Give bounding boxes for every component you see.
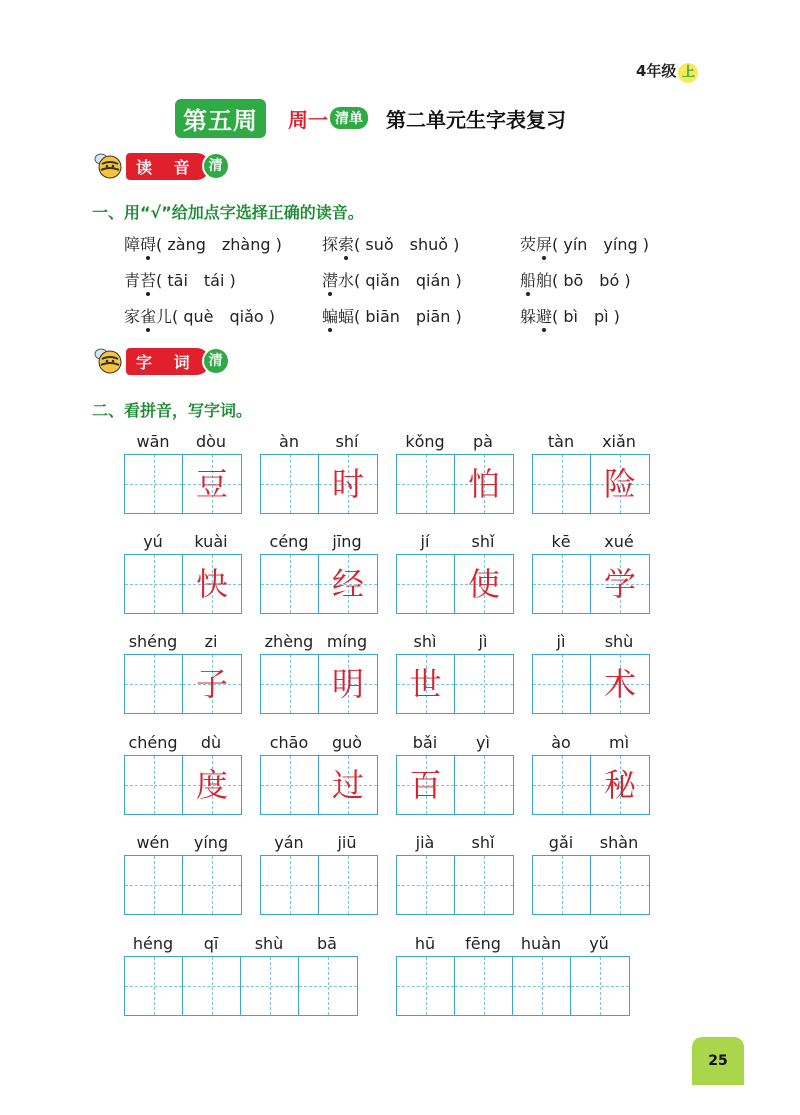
writing-cell[interactable] xyxy=(183,555,241,613)
given-character: 百 xyxy=(409,766,442,804)
writing-cell[interactable] xyxy=(455,455,513,513)
reading-item[interactable] xyxy=(124,268,322,304)
writing-grid xyxy=(532,554,650,614)
given-character: 术 xyxy=(603,665,636,703)
pinyin-row xyxy=(124,733,240,755)
pinyin-syllable: bā xyxy=(317,934,337,953)
pinyin-syllable: wén xyxy=(136,833,170,852)
given-character: 豆 xyxy=(195,465,228,503)
writing-cell[interactable] xyxy=(455,555,513,613)
reading-item[interactable] xyxy=(322,304,520,340)
writing-grid xyxy=(124,956,358,1016)
writing-cell[interactable] xyxy=(261,455,319,513)
pinyin-syllable: céng xyxy=(269,532,309,551)
writing-cell[interactable] xyxy=(397,957,455,1015)
reading-item[interactable] xyxy=(124,232,322,268)
pinyin-syllable: shéng xyxy=(128,632,178,651)
dotted-character: 苔 xyxy=(140,271,157,290)
pinyin-options: 儿( què qiǎo ) xyxy=(156,307,276,326)
word-prefix: 躲 xyxy=(520,307,537,326)
pinyin-syllable: bǎi xyxy=(412,733,438,752)
pinyin-syllable: shǐ xyxy=(471,833,495,852)
word-prefix: 荧 xyxy=(520,235,537,254)
writing-grid xyxy=(260,855,378,915)
writing-grid xyxy=(124,454,242,514)
writing-grid xyxy=(532,855,650,915)
writing-grid xyxy=(396,956,630,1016)
pinyin-syllable: huàn xyxy=(520,934,562,953)
writing-cell[interactable] xyxy=(319,555,377,613)
pinyin-syllable: yì xyxy=(476,733,490,752)
writing-grid xyxy=(532,454,650,514)
writing-cell[interactable] xyxy=(533,856,591,914)
given-character: 学 xyxy=(603,565,636,603)
dotted-character: 索 xyxy=(338,235,355,254)
writing-cell[interactable] xyxy=(183,655,241,713)
word-prefix: 家 xyxy=(124,307,141,326)
bee-icon xyxy=(92,150,124,182)
page-title: 第二单元生字表复习 xyxy=(386,107,566,132)
pinyin-syllable: xué xyxy=(604,532,634,551)
writing-cell[interactable] xyxy=(455,957,513,1015)
writing-grid xyxy=(124,554,242,614)
given-character: 经 xyxy=(331,565,364,603)
writing-grid xyxy=(260,654,378,714)
writing-cell[interactable] xyxy=(397,856,455,914)
dotted-character: 碍 xyxy=(140,235,157,254)
pinyin-syllable: yú xyxy=(143,532,163,551)
pinyin-syllable: guò xyxy=(331,733,363,752)
pinyin-options: ( tāi tái ) xyxy=(156,271,236,290)
reading-row xyxy=(124,304,724,340)
pinyin-row xyxy=(532,833,648,855)
pinyin-syllable: shù xyxy=(254,934,284,953)
given-character: 怕 xyxy=(467,465,500,503)
writing-cell[interactable] xyxy=(261,856,319,914)
pinyin-row xyxy=(260,632,376,654)
pinyin-options: ( yín yíng ) xyxy=(552,235,649,254)
writing-cell[interactable] xyxy=(591,555,649,613)
writing-cell[interactable] xyxy=(299,957,357,1015)
writing-grid xyxy=(532,654,650,714)
pinyin-row xyxy=(124,432,240,454)
section-tag-words xyxy=(92,345,230,377)
writing-cell[interactable] xyxy=(533,655,591,713)
pinyin-syllable: dù xyxy=(200,733,222,752)
pinyin-row xyxy=(396,934,628,956)
pinyin-syllable: jì xyxy=(478,632,488,651)
writing-grid xyxy=(124,755,242,815)
writing-cell[interactable] xyxy=(571,957,629,1015)
dotted-character: 船 xyxy=(520,271,537,290)
pinyin-row xyxy=(260,733,376,755)
pinyin-syllable: jì xyxy=(556,632,566,651)
pinyin-options: ( zàng zhàng ) xyxy=(156,235,282,254)
grade-label xyxy=(636,60,698,83)
section-tag-reading xyxy=(92,150,230,182)
writing-cell[interactable] xyxy=(125,655,183,713)
pinyin-syllable: jīng xyxy=(332,532,362,551)
pinyin-row xyxy=(532,532,648,554)
writing-grid xyxy=(532,755,650,815)
writing-cell[interactable] xyxy=(125,957,183,1015)
pinyin-syllable: shàn xyxy=(599,833,639,852)
writing-grid xyxy=(396,654,514,714)
pinyin-row xyxy=(396,432,512,454)
pinyin-syllable: shǐ xyxy=(471,532,495,551)
writing-cell[interactable] xyxy=(261,655,319,713)
pinyin-row xyxy=(532,432,648,454)
writing-cell[interactable] xyxy=(455,756,513,814)
grade-term-badge: 上 xyxy=(678,63,698,83)
writing-cell[interactable] xyxy=(183,856,241,914)
writing-cell[interactable] xyxy=(183,756,241,814)
reading-row xyxy=(124,268,724,304)
instruction-reading: 一、用“√”给加点字选择正确的读音。 xyxy=(92,203,364,222)
writing-cell[interactable] xyxy=(455,856,513,914)
given-character: 使 xyxy=(467,565,500,603)
pinyin-syllable: gǎi xyxy=(548,833,574,852)
pinyin-row xyxy=(260,833,376,855)
pinyin-options: 蝠( biān piān ) xyxy=(338,307,462,326)
writing-cell[interactable] xyxy=(533,756,591,814)
word-prefix: 障 xyxy=(124,235,141,254)
section-tag-badge: 清 xyxy=(202,152,230,180)
page-header xyxy=(175,98,566,138)
reading-item[interactable] xyxy=(520,304,718,340)
pinyin-syllable: jiū xyxy=(337,833,357,852)
pinyin-syllable: wān xyxy=(136,432,170,451)
given-character: 险 xyxy=(603,465,636,503)
pinyin-syllable: chéng xyxy=(128,733,178,752)
pinyin-syllable: ào xyxy=(551,733,571,752)
writing-cell[interactable] xyxy=(591,856,649,914)
pinyin-syllable: shù xyxy=(604,632,634,651)
instruction-words: 二、看拼音，写字词。 xyxy=(92,401,253,420)
pinyin-syllable: mì xyxy=(608,733,630,752)
dotted-character: 避 xyxy=(536,307,553,326)
writing-cell[interactable] xyxy=(261,555,319,613)
writing-cell[interactable] xyxy=(319,655,377,713)
writing-grid xyxy=(124,855,242,915)
section-tag-label: 读 音 xyxy=(126,153,210,180)
writing-cell[interactable] xyxy=(397,655,455,713)
pinyin-syllable: zi xyxy=(204,632,218,651)
pinyin-syllable: míng xyxy=(326,632,368,651)
reading-item[interactable] xyxy=(520,232,718,268)
given-character: 度 xyxy=(195,766,228,804)
writing-grid xyxy=(396,454,514,514)
pinyin-syllable: pà xyxy=(473,432,493,451)
writing-cell[interactable] xyxy=(241,957,299,1015)
writing-grid xyxy=(396,554,514,614)
word-prefix: 探 xyxy=(322,235,339,254)
dotted-character: 屏 xyxy=(536,235,553,254)
writing-cell[interactable] xyxy=(533,455,591,513)
pinyin-row xyxy=(396,733,512,755)
pinyin-syllable: héng xyxy=(132,934,174,953)
pinyin-options: ( suǒ shuǒ ) xyxy=(354,235,460,254)
given-character: 明 xyxy=(331,665,364,703)
pinyin-options: ( bì pì ) xyxy=(552,307,620,326)
writing-cell[interactable] xyxy=(261,756,319,814)
pinyin-syllable: dòu xyxy=(195,432,227,451)
pinyin-syllable: jià xyxy=(415,833,435,852)
section-tag-label: 字 词 xyxy=(126,348,210,375)
writing-cell[interactable] xyxy=(533,555,591,613)
pinyin-syllable: fēng xyxy=(465,934,501,953)
bee-icon xyxy=(92,345,124,377)
pinyin-syllable: shì xyxy=(413,632,437,651)
pinyin-syllable: qī xyxy=(203,934,219,953)
pinyin-options: 水( qiǎn qián ) xyxy=(338,271,462,290)
writing-cell[interactable] xyxy=(455,655,513,713)
writing-cell[interactable] xyxy=(591,455,649,513)
pinyin-row xyxy=(396,632,512,654)
pinyin-syllable: jí xyxy=(420,532,430,551)
pinyin-row xyxy=(124,934,356,956)
pinyin-syllable: zhèng xyxy=(264,632,314,651)
given-character: 过 xyxy=(331,766,364,804)
pinyin-syllable: xiǎn xyxy=(602,432,636,451)
pinyin-row xyxy=(124,532,240,554)
writing-cell[interactable] xyxy=(591,655,649,713)
writing-grid xyxy=(124,654,242,714)
writing-cell[interactable] xyxy=(125,756,183,814)
pinyin-syllable: yán xyxy=(274,833,304,852)
writing-cell[interactable] xyxy=(397,455,455,513)
given-character: 快 xyxy=(195,565,228,603)
pinyin-syllable: kē xyxy=(551,532,571,551)
grade-text: 4年级 xyxy=(636,62,677,80)
pinyin-options: 舶( bō bó ) xyxy=(536,271,631,290)
pinyin-row xyxy=(260,532,376,554)
writing-cell[interactable] xyxy=(397,555,455,613)
pinyin-syllable: yǔ xyxy=(589,934,609,953)
week-badge: 第五周 xyxy=(175,99,266,138)
given-character: 世 xyxy=(409,665,442,703)
pinyin-row xyxy=(260,432,376,454)
writing-grid xyxy=(260,755,378,815)
pinyin-syllable: àn xyxy=(279,432,299,451)
writing-cell[interactable] xyxy=(125,455,183,513)
reading-item[interactable] xyxy=(322,268,520,304)
reading-row xyxy=(124,232,724,268)
writing-cell[interactable] xyxy=(319,455,377,513)
pinyin-syllable: chāo xyxy=(269,733,309,752)
writing-cell[interactable] xyxy=(319,756,377,814)
pinyin-row xyxy=(532,733,648,755)
reading-item[interactable] xyxy=(124,304,322,340)
pinyin-syllable: yíng xyxy=(193,833,229,852)
writing-grid xyxy=(260,554,378,614)
writing-cell[interactable] xyxy=(397,756,455,814)
writing-grid xyxy=(396,855,514,915)
reading-item[interactable] xyxy=(322,232,520,268)
dotted-character: 雀 xyxy=(140,307,157,326)
pinyin-syllable: kuài xyxy=(194,532,228,551)
pinyin-row xyxy=(396,833,512,855)
pinyin-syllable: tàn xyxy=(547,432,575,451)
day-label: 周一 xyxy=(288,107,328,132)
pinyin-syllable: hū xyxy=(414,934,436,953)
writing-cell[interactable] xyxy=(125,555,183,613)
reading-item[interactable] xyxy=(520,268,718,304)
pinyin-row xyxy=(124,632,240,654)
dotted-character: 潜 xyxy=(322,271,339,290)
given-character: 秘 xyxy=(603,766,636,804)
pinyin-syllable: shí xyxy=(335,432,359,451)
writing-cell[interactable] xyxy=(591,756,649,814)
pinyin-row xyxy=(532,632,648,654)
writing-cell[interactable] xyxy=(319,856,377,914)
writing-grid xyxy=(396,755,514,815)
writing-grid xyxy=(260,454,378,514)
writing-cell[interactable] xyxy=(125,856,183,914)
word-prefix: 青 xyxy=(124,271,141,290)
writing-cell[interactable] xyxy=(513,957,571,1015)
list-badge: 清单 xyxy=(330,107,368,129)
page-number: 25 xyxy=(692,1037,744,1085)
pinyin-row xyxy=(124,833,240,855)
given-character: 子 xyxy=(195,665,228,703)
dotted-character: 蝙 xyxy=(322,307,339,326)
pinyin-syllable: kǒng xyxy=(405,432,445,451)
given-character: 时 xyxy=(331,465,364,503)
pinyin-row xyxy=(396,532,512,554)
reading-exercise xyxy=(124,232,724,340)
writing-cell[interactable] xyxy=(183,455,241,513)
writing-cell[interactable] xyxy=(183,957,241,1015)
section-tag-badge: 清 xyxy=(202,347,230,375)
